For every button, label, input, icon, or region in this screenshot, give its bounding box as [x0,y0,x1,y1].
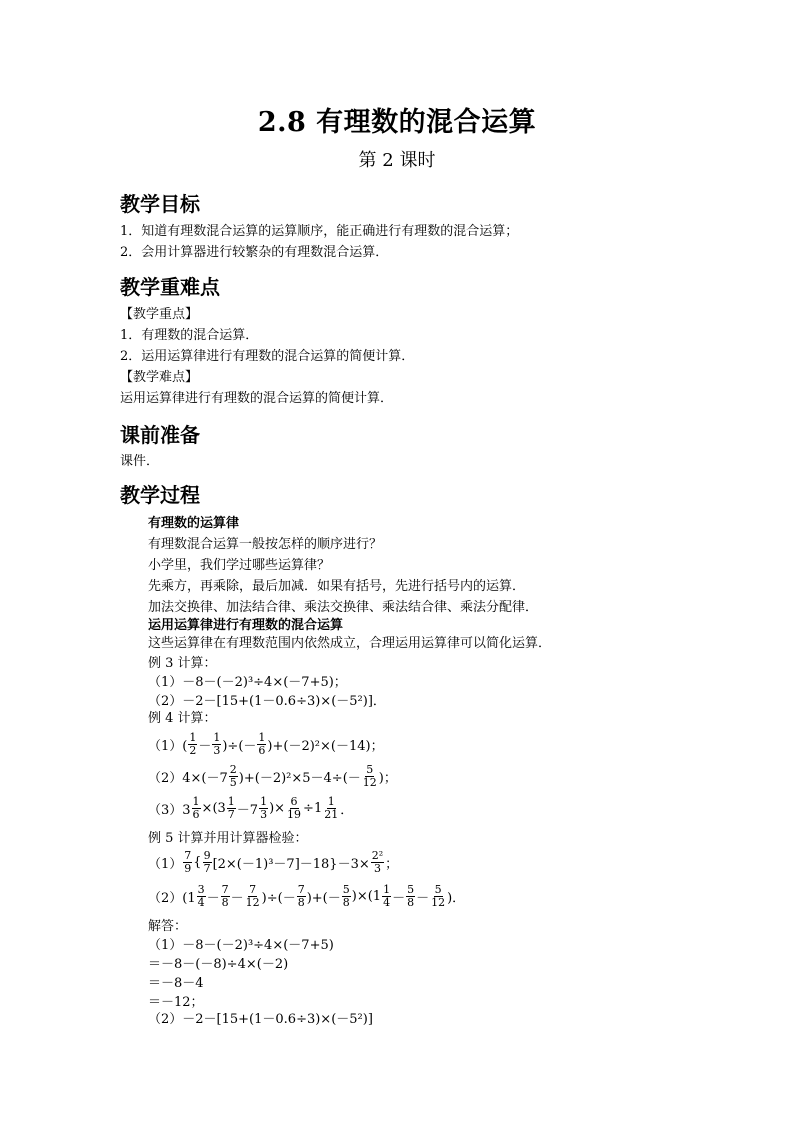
expr-text: )÷(－ [222,739,257,754]
section-heading-prep: 课前准备 [120,423,200,447]
fraction: $\frac{7}{8}$ [221,883,229,909]
fraction: $\frac{1}{21}$ [324,795,339,821]
fraction: $\frac{3}{4}$ [197,883,205,909]
section-heading-key-points: 教学重难点 [120,275,220,299]
expr-text: )×(1 [351,889,382,904]
expr-text: － [206,891,220,906]
expr-text: )÷(－ [261,891,296,906]
expr-text: －7 [236,803,259,818]
expr-text: － [416,891,430,906]
process-line: 先乘方，再乘除，最后加减．如果有括号，先进行括号内的运算． [148,579,526,594]
example-3-item: （1）－8－(－2)³÷4×(－7+5)； [148,675,347,690]
example-4-item-1 [148,732,384,757]
fraction: $\frac{6}{19}$ [287,795,302,821]
expr-text: )+(－2)²×5－4÷(－ [238,771,361,786]
answer-line: （1）－8－(－2)³÷4×(－7+5) [148,938,334,953]
expr-text: （2）4×(－7 [148,771,228,786]
expr-text: － [198,739,212,754]
page-subtitle: 第 2 课时 [358,150,436,171]
subheading-apply-laws: 运用运算律进行有理数的混合运算 [148,618,344,633]
example-4-item-2 [148,764,397,789]
fraction: $\frac{1}{3}$ [260,795,268,821]
example-5-label: 例 5 计算并用计算器检验： [148,831,308,846]
expr-text: ×(3 [201,801,226,816]
expr-text: [2×(－1)³－7]－18}－3× [212,857,370,872]
example-3-label: 例 3 计算： [148,656,217,671]
focus-label: 【教学重点】 [120,307,199,322]
expr-text: （2）(1 [148,891,196,906]
section-heading-process: 教学过程 [120,483,200,507]
focus-item: 1．有理数的混合运算． [120,328,259,343]
fraction: $\frac{1}{6}$ [258,731,266,757]
expr-text: )+(－ [306,891,341,906]
fraction: $\frac{1}{3}$ [213,731,221,757]
answer-line: ＝－12； [148,995,204,1010]
example-4-item-3 [148,796,353,821]
process-line: 有理数混合运算一般按怎样的顺序进行？ [148,537,383,552]
fraction: $\frac{1}{4}$ [383,883,391,909]
goal-item: 2．会用计算器进行较繁杂的有理数混合运算． [120,245,389,260]
answer-line: （2）－2－[15+(1－0.6÷3)×(－5²)] [148,1012,373,1027]
difficulty-label: 【教学难点】 [120,370,199,385]
process-line: 这些运算律在有理数范围内依然成立，合理运用运算律可以简化运算． [148,636,552,651]
fraction: $\frac{1}{7}$ [227,795,235,821]
expr-text: ； [385,857,399,872]
goal-item: 1．知道有理数混合运算的运算顺序，能正确进行有理数的混合运算； [120,224,519,239]
fraction: $\frac{7}{9}$ [184,849,192,875]
process-line: 小学里，我们学过哪些运算律？ [148,558,331,573]
prep-text: 课件． [120,454,160,469]
expr-text: （1） [148,857,183,872]
expr-text: （1）( [148,739,188,754]
focus-item: 2．运用运算律进行有理数的混合运算的简便计算． [120,349,415,364]
section-heading-goals: 教学目标 [120,192,200,216]
answer-line: ＝－8－4 [148,976,204,991]
difficulty-text: 运用运算律进行有理数的混合运算的简便计算． [120,391,394,406]
example-5-item-1 [148,850,398,875]
fraction: $\frac{2}{5}$ [229,763,237,789]
answer-line: ＝－8－(－8)÷4×(－2) [148,957,289,972]
fraction: $\frac{9}{7}$ [203,849,211,875]
expr-text: － [392,891,406,906]
fraction: $\frac{5}{8}$ [407,883,415,909]
expr-text: )+(－2)²×(－14)； [267,739,384,754]
expr-text: ÷1 [303,801,323,816]
fraction: $\frac{1}{2}$ [189,731,197,757]
fraction: $\frac{7}{8}$ [297,883,305,909]
fraction: $\frac{7}{12}$ [245,883,260,909]
expr-text: － [230,891,244,906]
fraction: $\frac{5}{8}$ [342,883,350,909]
answer-label: 解答： [148,919,188,934]
fraction: $\frac{1}{6}$ [192,795,200,821]
fraction: $\frac{5}{12}$ [362,763,377,789]
example-4-label: 例 4 计算： [148,711,217,726]
expr-text: { [193,855,202,870]
expr-text: ． [340,803,354,818]
expr-text: （3）3 [148,803,191,818]
subheading-operation-laws: 有理数的运算律 [148,516,240,531]
expr-text: )× [269,801,286,816]
example-3-item: （2）－2－[15+(1－0.6÷3)×(－5²)]． [148,694,386,709]
process-line: 加法交换律、加法结合律、乘法交换律、乘法结合律、乘法分配律． [148,600,539,615]
fraction: $\frac{\text{2²}}{3}$ [371,849,384,875]
example-5-item-2 [148,884,465,909]
page-title: 2.8 有理数的混合运算 [257,107,537,138]
expr-text: )； [378,771,397,786]
fraction: $\frac{5}{12}$ [431,883,446,909]
expr-text: )． [447,891,466,906]
